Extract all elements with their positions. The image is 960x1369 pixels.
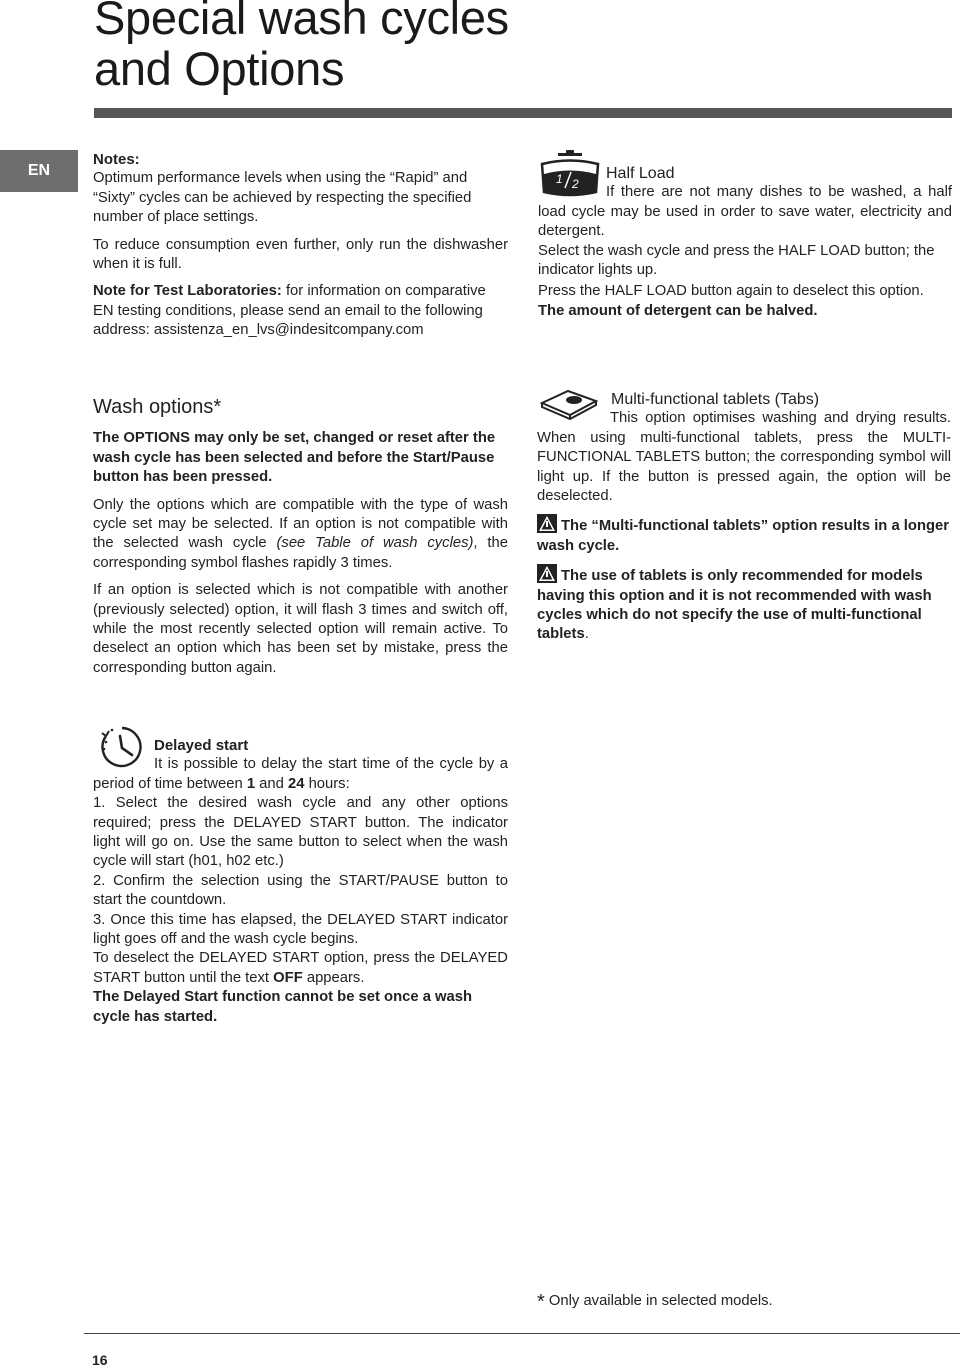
- test-labs-label: Note for Test Laboratories:: [93, 283, 282, 300]
- wash-options-paragraph-2: Only the options which are compatible with the type of wash cycle set may be selected. If an option is not compatible with the selected wash cycle (see Table of wash cycles), the corresponding symbol flashes rapidly 3 times.: [93, 496, 508, 571]
- notes-heading: Notes:: [93, 151, 140, 168]
- page-number: 16: [92, 1352, 108, 1368]
- multi-tabs-heading: Multi-functional tablets (Tabs): [611, 391, 820, 408]
- delayed-start-section: [93, 736, 508, 1027]
- title-line-1: Special wash cycles: [94, 0, 509, 44]
- delayed-start-heading: Delayed start: [154, 737, 249, 754]
- multi-tabs-warning-2: The use of tablets is only recommended for models having this option and it is not recommended with wash cycles which do not specify the use of multi-functional tablets.: [537, 564, 951, 645]
- half-load-paragraph-2: Select the wash cycle and press the HALF LOAD button; the indicator lights up.: [538, 242, 935, 279]
- footnote-text: Only available in selected models.: [544, 1293, 773, 1309]
- half-load-paragraph-3: Press the HALF LOAD button again to deselect this option.: [538, 283, 924, 300]
- wash-options-paragraph-3: If an option is selected which is not compatible with another (previously selected) option, it will flash 3 times and switch off, while the most recently selected option will remain active. To deselect an option which has been set by mistake, press the corresponding button again.: [93, 582, 508, 676]
- half-load-section: [538, 164, 952, 321]
- table-reference: (see Table of wash cycles): [276, 535, 474, 552]
- language-tab: EN: [0, 150, 78, 192]
- delayed-start-paragraph-2: To deselect the DELAYED START option, press the DELAYED START button until the text OFF appears.: [93, 950, 508, 986]
- half-load-paragraph-4: The amount of detergent can be halved.: [538, 302, 818, 319]
- footnote-star: *: [537, 1291, 545, 1313]
- delayed-start-paragraph-3: The Delayed Start function cannot be set once a wash cycle has started.: [93, 989, 473, 1025]
- test-labs-text: for information on comparative EN testing conditions, please send an email to the following address: assistenza_en_lvs@indesitcompany.com: [93, 283, 486, 339]
- delayed-start-step-2: 2. Confirm the selection using the START/PAUSE button to start the countdown.: [93, 872, 508, 909]
- footer-divider: [84, 1333, 960, 1334]
- title-underline-bar: [94, 108, 952, 118]
- half-load-icon-digit-1: 1: [556, 172, 563, 186]
- wash-options-heading: Wash options*: [93, 396, 222, 418]
- multi-tabs-warning-1: The “Multi-functional tablets” option results in a longer wash cycle.: [537, 514, 951, 556]
- page-title: [94, 0, 509, 94]
- delayed-start-step-1: 1. Select the desired wash cycle and any other options required; press the DELAYED START button. The indicator light will go on. Use the same button to select when the wash cycle will start (h01, h02 etc.): [93, 795, 508, 870]
- half-load-icon-digit-2: 2: [572, 177, 579, 191]
- half-load-heading: Half Load: [606, 165, 675, 182]
- wash-options-paragraph-1: The OPTIONS may only be set, changed or reset after the wash cycle has been selected and before the Start/Pause button has been pressed.: [93, 430, 496, 486]
- multi-tabs-paragraph-1: This option optimises washing and drying results. When using multi-functional tablets, press the MULTI-FUNCTIONAL TABLETS button; the corresponding symbol will light up. If the button is pressed again, the option will be deselected.: [537, 410, 951, 505]
- warning-icon: [537, 514, 557, 533]
- notes-section: [93, 150, 508, 341]
- notes-paragraph-3: [93, 282, 508, 340]
- footnote: [537, 1292, 951, 1312]
- notes-paragraph-2: To reduce consumption even further, only run the dishwasher when it is full.: [93, 236, 508, 273]
- delayed-start-step-3: 3. Once this time has elapsed, the DELAYED START indicator light goes off and the wash cycle begins.: [93, 911, 508, 948]
- multi-tabs-section: [537, 390, 951, 645]
- notes-paragraph-1: Optimum performance levels when using the “Rapid” and “Sixty” cycles can be achieved by respecting the specified number of place settings.: [93, 170, 472, 226]
- half-load-paragraph-1: If there are not many dishes to be washed, a half load cycle may be used in order to save water, electricity and detergent.: [538, 184, 952, 240]
- title-line-2: and Options: [94, 42, 345, 95]
- wash-options-section: [93, 398, 508, 678]
- warning-icon: [537, 564, 557, 583]
- delayed-start-paragraph-1: It is possible to delay the start time of the cycle by a period of time between 1 and 24 hours:: [93, 756, 508, 792]
